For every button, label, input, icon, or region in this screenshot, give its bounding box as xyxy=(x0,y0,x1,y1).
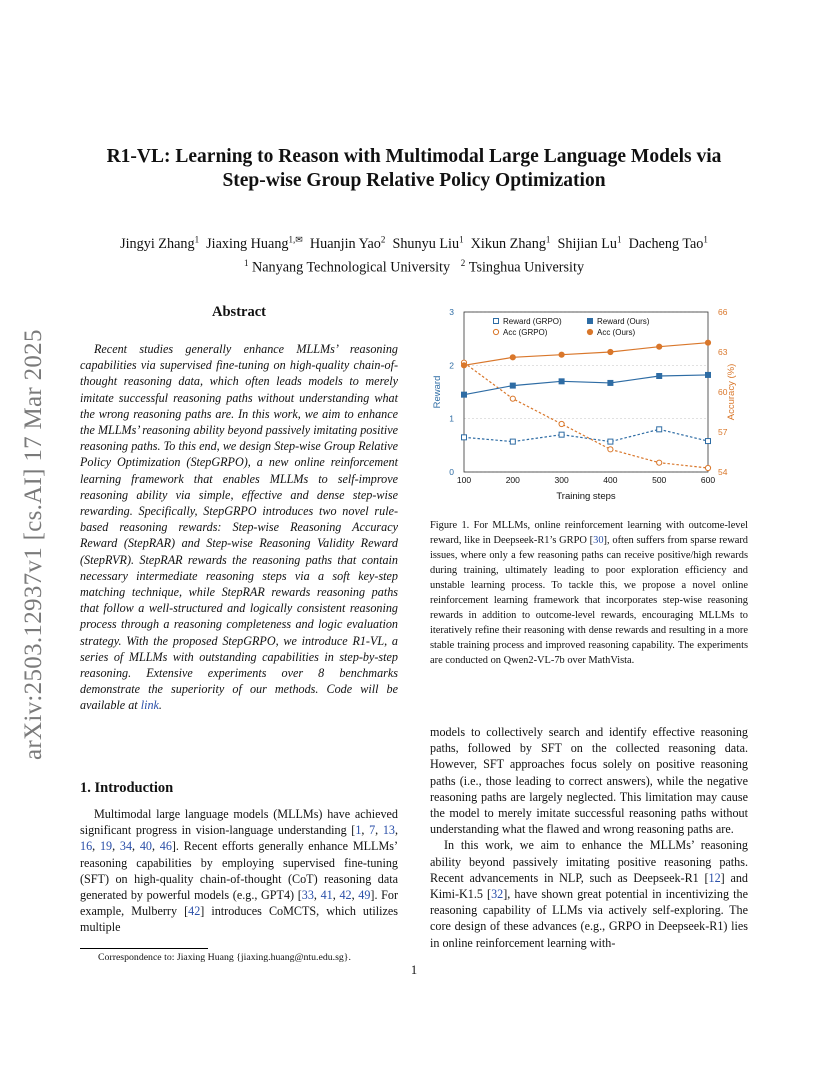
paper-title xyxy=(80,145,748,193)
citation-link[interactable]: 1 xyxy=(355,823,362,838)
intro-text: , xyxy=(332,888,340,903)
figure-1-chart xyxy=(420,300,750,510)
data-point xyxy=(657,374,662,379)
citation-link[interactable]: 32 xyxy=(491,887,504,902)
y-tick-label-left: 3 xyxy=(449,307,454,317)
affiliation-name: Nanyang Technological University xyxy=(248,259,451,276)
data-point xyxy=(462,392,467,397)
affiliation-mark: 1 xyxy=(243,257,249,268)
right-paragraph-1: models to collectively search and identify effective reasoning paths, followed by SFT on the collected reasoning data. However, SFT approaches focus solely on positive reasoning paths (i.e., those leading to correct answers), while the negative reasoning paths are largely neglected. This limitation may cause the model to merely imitate successful reasoning paths without understanding what the flawed and wrong reasoning paths are. xyxy=(430,725,748,837)
citation-link[interactable]: 33 xyxy=(301,888,314,903)
training-curves-chart xyxy=(420,300,750,510)
x-axis-label: Training steps xyxy=(556,491,616,502)
author-block xyxy=(80,230,748,277)
x-tick-label: 300 xyxy=(554,475,569,485)
code-link[interactable]: link xyxy=(140,698,159,713)
citation-link[interactable]: 34 xyxy=(119,839,133,854)
data-point xyxy=(461,363,466,368)
caption-text: ], often suffers from sparse reward issues, where only a few reasoning paths can receive positive/high rewards during training, ultimately leading to poor exploration efficiency and unstable learning process. To tackle this, we propose a novel online reinforcement learning framework that incorporates step-wise reasoning rewards in addition to outcome-level rewards, encouraging MLLMs to iteratively refine their reasoning with dense rewards and resulting in a more stable training process and improved reasoning capability. The experiments are conducted on Qwen2-VL-7b over MathVista. xyxy=(430,535,748,666)
paragraph-text: ] and Kimi-K1.5 [ xyxy=(430,870,748,902)
abstract-body-text: Recent studies generally enhance MLLMs’ reasoning capabilities via supervised fine-tuning on high-quality chain-of-thought reasoning data, which often leads models to merely imitate successful reasoning paths without understanding what the wrong reasoning paths are. In this work, we aim to enhance the MLLMs’ reasoning ability beyond passively imitating positive reasoning paths. To this end, we design Step-wise Group Relative Policy Optimization (StepGRPO), a new online reinforcement learning framework that enables MLLMs to self-improve reasoning ability via simple, effective and dense step-wise rewarding. Specifically, StepGRPO introduces two novel rule-based reasoning rewards: Step-wise Reasoning Accuracy Reward (StepRAR) and Step-wise Reasoning Validity Reward (StepRVR). StepRAR rewards the reasoning paths that contain necessary intermediate reasoning steps via a soft key-step matching technique, while StepRAR rewards reasoning paths that follow a well-structured and logically consistent reasoning process through a reasoning completeness and logic evaluation strategy. With the proposed StepGRPO, we introduce R1-VL, a series of MLLMs with outstanding capabilities in step-by-step reasoning. Extensive experiments over 8 benchmarks demonstrate the superiority of our methods. Code will be available at xyxy=(80,342,398,713)
author-affiliation-mark: 1,✉ xyxy=(288,234,303,244)
paragraph-text: In this work, we aim to enhance the MLLMs’ reasoning ability beyond passively imitating positive reasoning paths. Recent advancements in NLP, such as Deepseek-R1 [ xyxy=(430,838,748,885)
legend-label: Acc (Ours) xyxy=(597,328,636,337)
x-tick-label: 600 xyxy=(700,475,716,485)
author-name: Huanjin Yao$^2$ xyxy=(309,234,386,252)
intro-text: ]. Recent efforts generally enhance MLLMs’ reasoning capabilities by employing supervised fine-tuning (SFT) on high-quality chain-of-thought (CoT) reasoning data generated by powerful models (e.g., GPT4) [ xyxy=(80,839,399,903)
data-point xyxy=(608,349,613,354)
abstract-text xyxy=(80,341,398,714)
y-tick-label-right: 66 xyxy=(718,307,728,317)
citation-link[interactable]: 42 xyxy=(339,888,352,903)
figure-1-caption xyxy=(430,518,748,668)
affiliation-name: Tsinghua University xyxy=(465,259,585,276)
data-point xyxy=(608,447,613,452)
footnote-rule xyxy=(80,948,208,949)
data-point xyxy=(559,379,564,384)
citation-link[interactable]: 19 xyxy=(99,839,113,854)
author-affiliation-mark: 1 xyxy=(617,234,622,244)
data-point xyxy=(510,355,515,360)
series-line xyxy=(464,375,708,395)
series-line xyxy=(464,343,708,366)
data-point xyxy=(559,432,564,437)
paragraph-text: ], have shown great potential in incentivizing the reasoning capability of LLMs via actively self-exploring. The core design of these advances (e.g., GRPO in Deepseek-R1) lies in online reinforcement learning with- xyxy=(430,887,748,950)
y-tick-label-right: 54 xyxy=(718,467,728,477)
intro-text: , xyxy=(92,839,100,854)
data-point xyxy=(706,439,711,444)
right-paragraph-2 xyxy=(430,837,748,950)
legend-marker xyxy=(587,329,592,334)
y-tick-label-right: 57 xyxy=(718,427,728,437)
data-point xyxy=(705,465,710,470)
x-tick-label: 400 xyxy=(603,475,618,485)
data-point xyxy=(608,439,613,444)
intro-text: , xyxy=(361,823,370,838)
citation-link[interactable]: 46 xyxy=(159,839,172,854)
right-column-text xyxy=(430,724,748,951)
citation-link[interactable]: 30 xyxy=(593,535,604,546)
intro-text: , xyxy=(313,888,321,903)
legend-marker xyxy=(494,319,499,324)
author-name: Jiaxing Huang$^{1,✉}$ xyxy=(206,234,303,252)
data-point xyxy=(559,352,564,357)
data-point xyxy=(706,372,711,377)
intro-text: , xyxy=(151,839,160,854)
affiliation-list xyxy=(80,254,748,278)
legend-label: Reward (Ours) xyxy=(597,317,650,326)
author-affiliation-mark: 1 xyxy=(545,234,551,244)
intro-text: Multimodal large language models (MLLMs) have achieved significant progress in vision-language understanding [ xyxy=(80,807,398,838)
author-affiliation-mark: 1 xyxy=(703,234,708,244)
citation-link[interactable]: 13 xyxy=(382,823,395,838)
abstract-heading: Abstract xyxy=(212,304,266,320)
citation-link[interactable]: 12 xyxy=(708,870,721,885)
y-axis-label-right: Accuracy (%) xyxy=(726,363,737,421)
data-point xyxy=(608,380,613,385)
data-point xyxy=(705,340,710,345)
arxiv-identifier: arXiv:2503.12937v1 [cs.AI] 17 Mar 2025 xyxy=(20,329,47,760)
intro-text: , xyxy=(112,839,120,854)
y-axis-label-left: Reward xyxy=(432,375,443,409)
author-affiliation-mark: 1 xyxy=(194,234,200,244)
footnote: Correspondence to: Jiaxing Huang {jiaxing.huang@ntu.edu.sg}. xyxy=(98,952,351,963)
x-tick-label: 500 xyxy=(652,475,667,485)
author-name: Xikun Zhang$^1$ xyxy=(470,234,551,252)
x-tick-label: 100 xyxy=(456,475,472,485)
legend-label: Reward (GRPO) xyxy=(503,317,562,326)
caption-text: Figure 1. For MLLMs, online reinforcement learning with outcome-level reward, like in Deepseek-R1’s GRPO [ xyxy=(430,520,748,546)
data-point xyxy=(657,344,662,349)
intro-text: , xyxy=(351,888,359,903)
intro-text: , xyxy=(375,823,383,838)
x-tick-label: 200 xyxy=(505,475,520,485)
citation-link[interactable]: 41 xyxy=(320,888,333,903)
data-point xyxy=(462,435,467,440)
citation-link[interactable]: 40 xyxy=(139,839,152,854)
intro-paragraph xyxy=(80,806,398,936)
citation-link[interactable]: 7 xyxy=(369,823,376,838)
intro-text: ] introduces CoMCTS, which utilizes multiple xyxy=(80,904,398,935)
author-name: Dacheng Tao$^1$ xyxy=(628,234,708,252)
data-point xyxy=(559,421,564,426)
page-number: 1 xyxy=(410,963,418,977)
section-heading-introduction: 1. Introduction xyxy=(80,780,174,796)
data-point xyxy=(510,383,515,388)
data-point xyxy=(657,427,662,432)
citation-link[interactable]: 49 xyxy=(358,888,371,903)
series-line xyxy=(464,429,708,441)
y-tick-label-left: 0 xyxy=(449,467,454,477)
y-tick-label-right: 63 xyxy=(718,347,728,357)
data-point xyxy=(510,396,515,401)
affiliation-mark: 2 xyxy=(460,257,466,268)
citation-link[interactable]: 42 xyxy=(188,904,201,919)
legend-marker xyxy=(588,319,593,324)
intro-text: ]. For example, Mulberry [ xyxy=(80,888,398,919)
plot-frame xyxy=(464,312,708,472)
title-line-1: R1-VL: Learning to Reason with Multimodal Large Language Models via xyxy=(106,146,722,167)
y-tick-label-left: 2 xyxy=(449,360,454,371)
author-list xyxy=(80,230,748,254)
abstract-end: . xyxy=(158,698,162,713)
data-point xyxy=(657,460,662,465)
legend-marker xyxy=(493,329,498,334)
citation-link[interactable]: 16 xyxy=(80,839,93,854)
author-affiliation-mark: 1 xyxy=(459,234,464,244)
legend-label: Acc (GRPO) xyxy=(503,328,548,337)
intro-text: , xyxy=(132,839,140,854)
series-line xyxy=(464,363,708,468)
y-tick-label-right: 60 xyxy=(718,387,728,397)
author-name: Jingyi Zhang$^1$ xyxy=(120,234,200,252)
author-name: Shunyu Liu$^1$ xyxy=(392,234,464,252)
title-line-2: Step-wise Group Relative Policy Optimization xyxy=(222,170,606,191)
y-tick-label-left: 1 xyxy=(449,413,454,424)
author-affiliation-mark: 2 xyxy=(380,234,386,244)
author-name: Shijian Lu$^1$ xyxy=(557,234,622,252)
data-point xyxy=(510,439,515,444)
intro-text: , xyxy=(394,823,399,838)
